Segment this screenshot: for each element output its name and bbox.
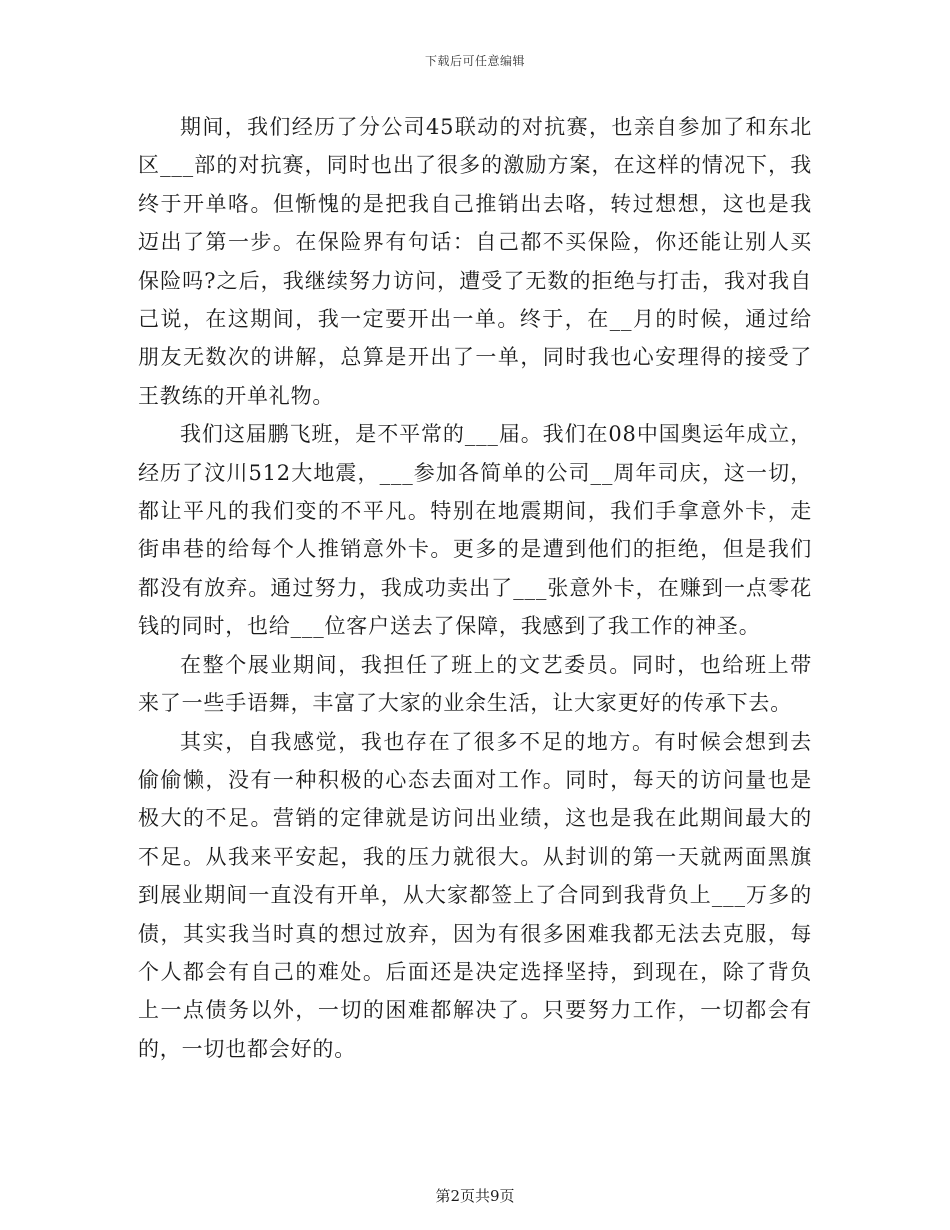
document-body	[138, 108, 812, 1068]
page-number: 第2页共9页	[435, 1187, 515, 1205]
paragraph-1: 期间，我们经历了分公司45联动的对抗赛，也亲自参加了和东北区___部的对抗赛，同时也出了很多的激励方案，在这样的情况下，我终于开单咯。但惭愧的是把我自己推销出去咯，转过想想，这也是我迈出了第一步。在保险界有句话：自己都不买保险，你还能让别人买保险吗?之后，我继续努力访问，遭受了无数的拒绝与打击，我对我自己说，在这期间，我一定要开出一单。终于，在__月的时候，通过给朋友无数次的讲解，总算是开出了一单，同时我也心安理得的接受了王教练的开单礼物。	[138, 115, 812, 408]
paragraph-3: 在整个展业期间，我担任了班上的文艺委员。同时，也给班上带来了一些手语舞，丰富了大家的业余生活，让大家更好的传承下去。	[138, 652, 812, 716]
paragraph-4: 其实，自我感觉，我也存在了很多不足的地方。有时候会想到去偷偷懒，没有一种积极的心态去面对工作。同时，每天的访问量也是极大的不足。营销的定律就是访问出业绩，这也是我在此期间最大的不足。从我来平安起，我的压力就很大。从封训的第一天就两面黑旗到展业期间一直没有开单，从大家都签上了合同到我背负上___万多的债，其实我当时真的想过放弃，因为有很多困难我都无法去克服，每个人都会有自己的难处。后面还是决定选择坚持，到现在，除了背负上一点债务以外，一切的困难都解决了。只要努力工作，一切都会有的，一切也都会好的。	[138, 729, 812, 1061]
page-header: 下载后可任意编辑	[424, 54, 525, 68]
paragraph-2: 我们这届鹏飞班，是不平常的___届。我们在08中国奥运年成立，经历了汶川512大地震，___参加各简单的公司__周年司庆，这一切，都让平凡的我们变的不平凡。特别在地震期间，我们手拿意外卡，走街串巷的给每个人推销意外卡。更多的是遭到他们的拒绝，但是我们都没有放弃。通过努力，我成功卖出了___张意外卡，在赚到一点零花钱的同时，也给___位客户送去了保障，我感到了我工作的神圣。	[138, 422, 812, 639]
